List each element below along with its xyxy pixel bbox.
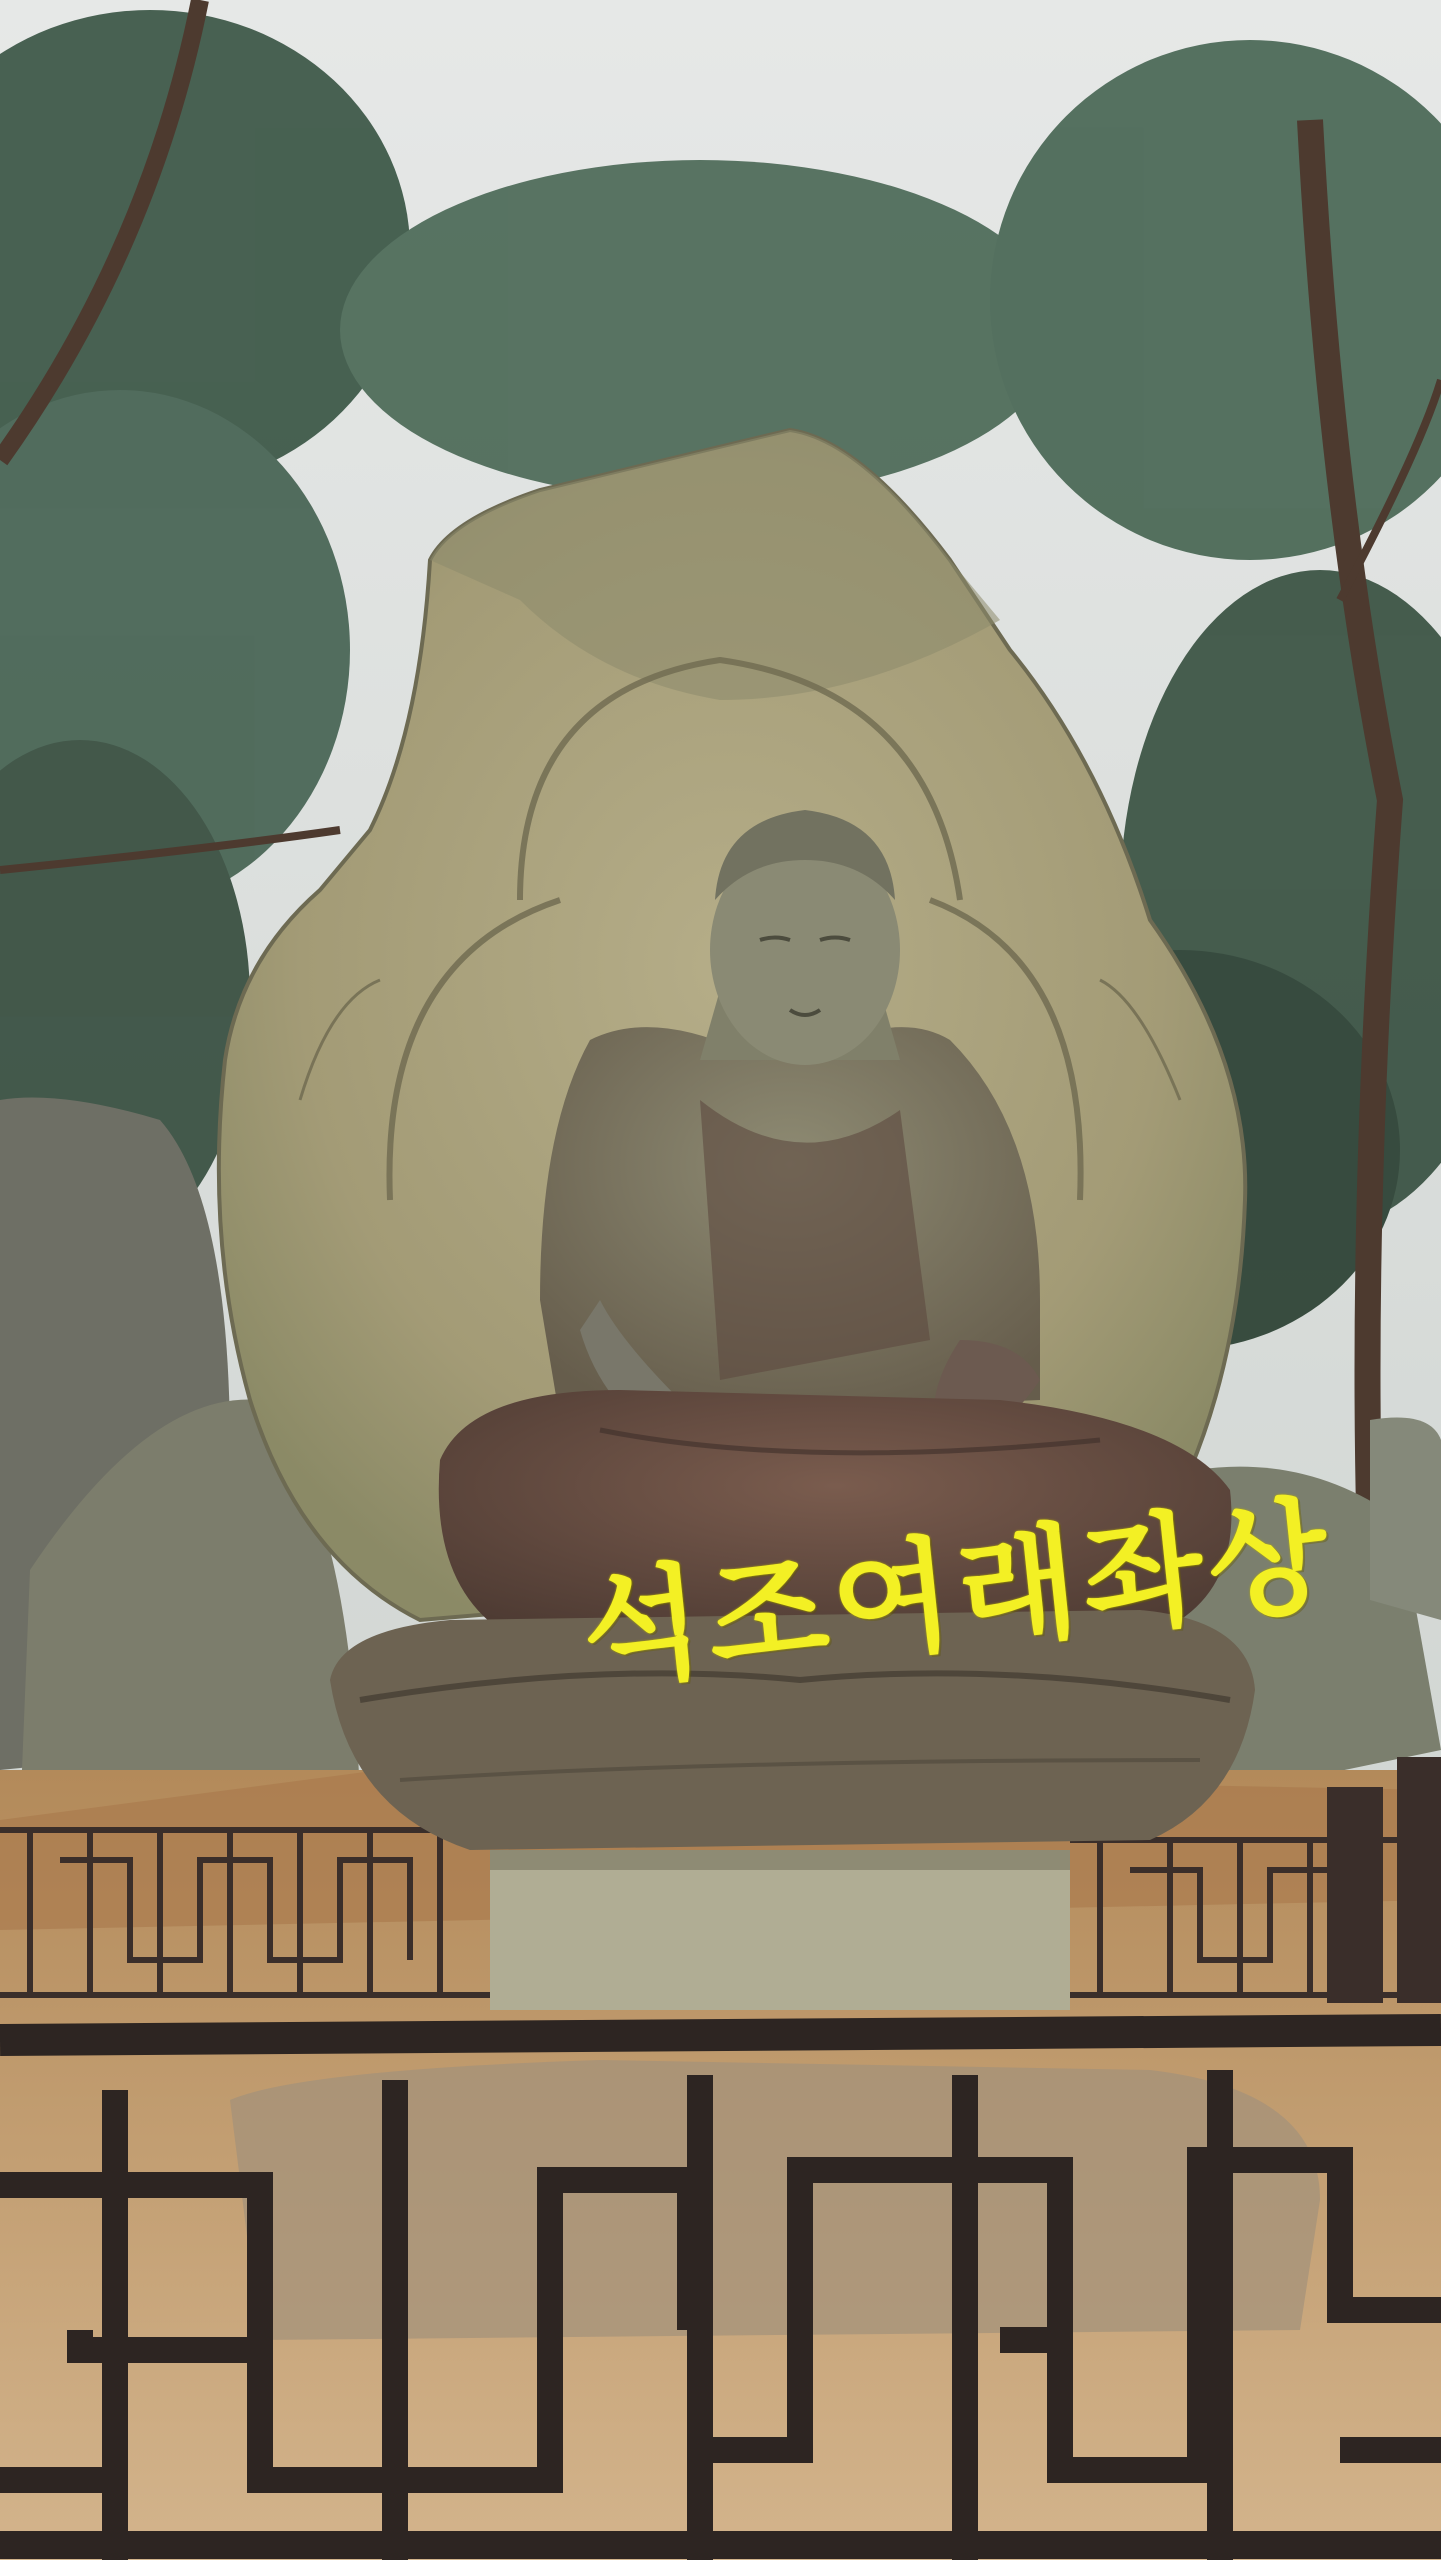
statue-name-caption: 석조여래좌상	[575, 1483, 1341, 1706]
pedestal-base	[490, 1860, 1070, 2010]
